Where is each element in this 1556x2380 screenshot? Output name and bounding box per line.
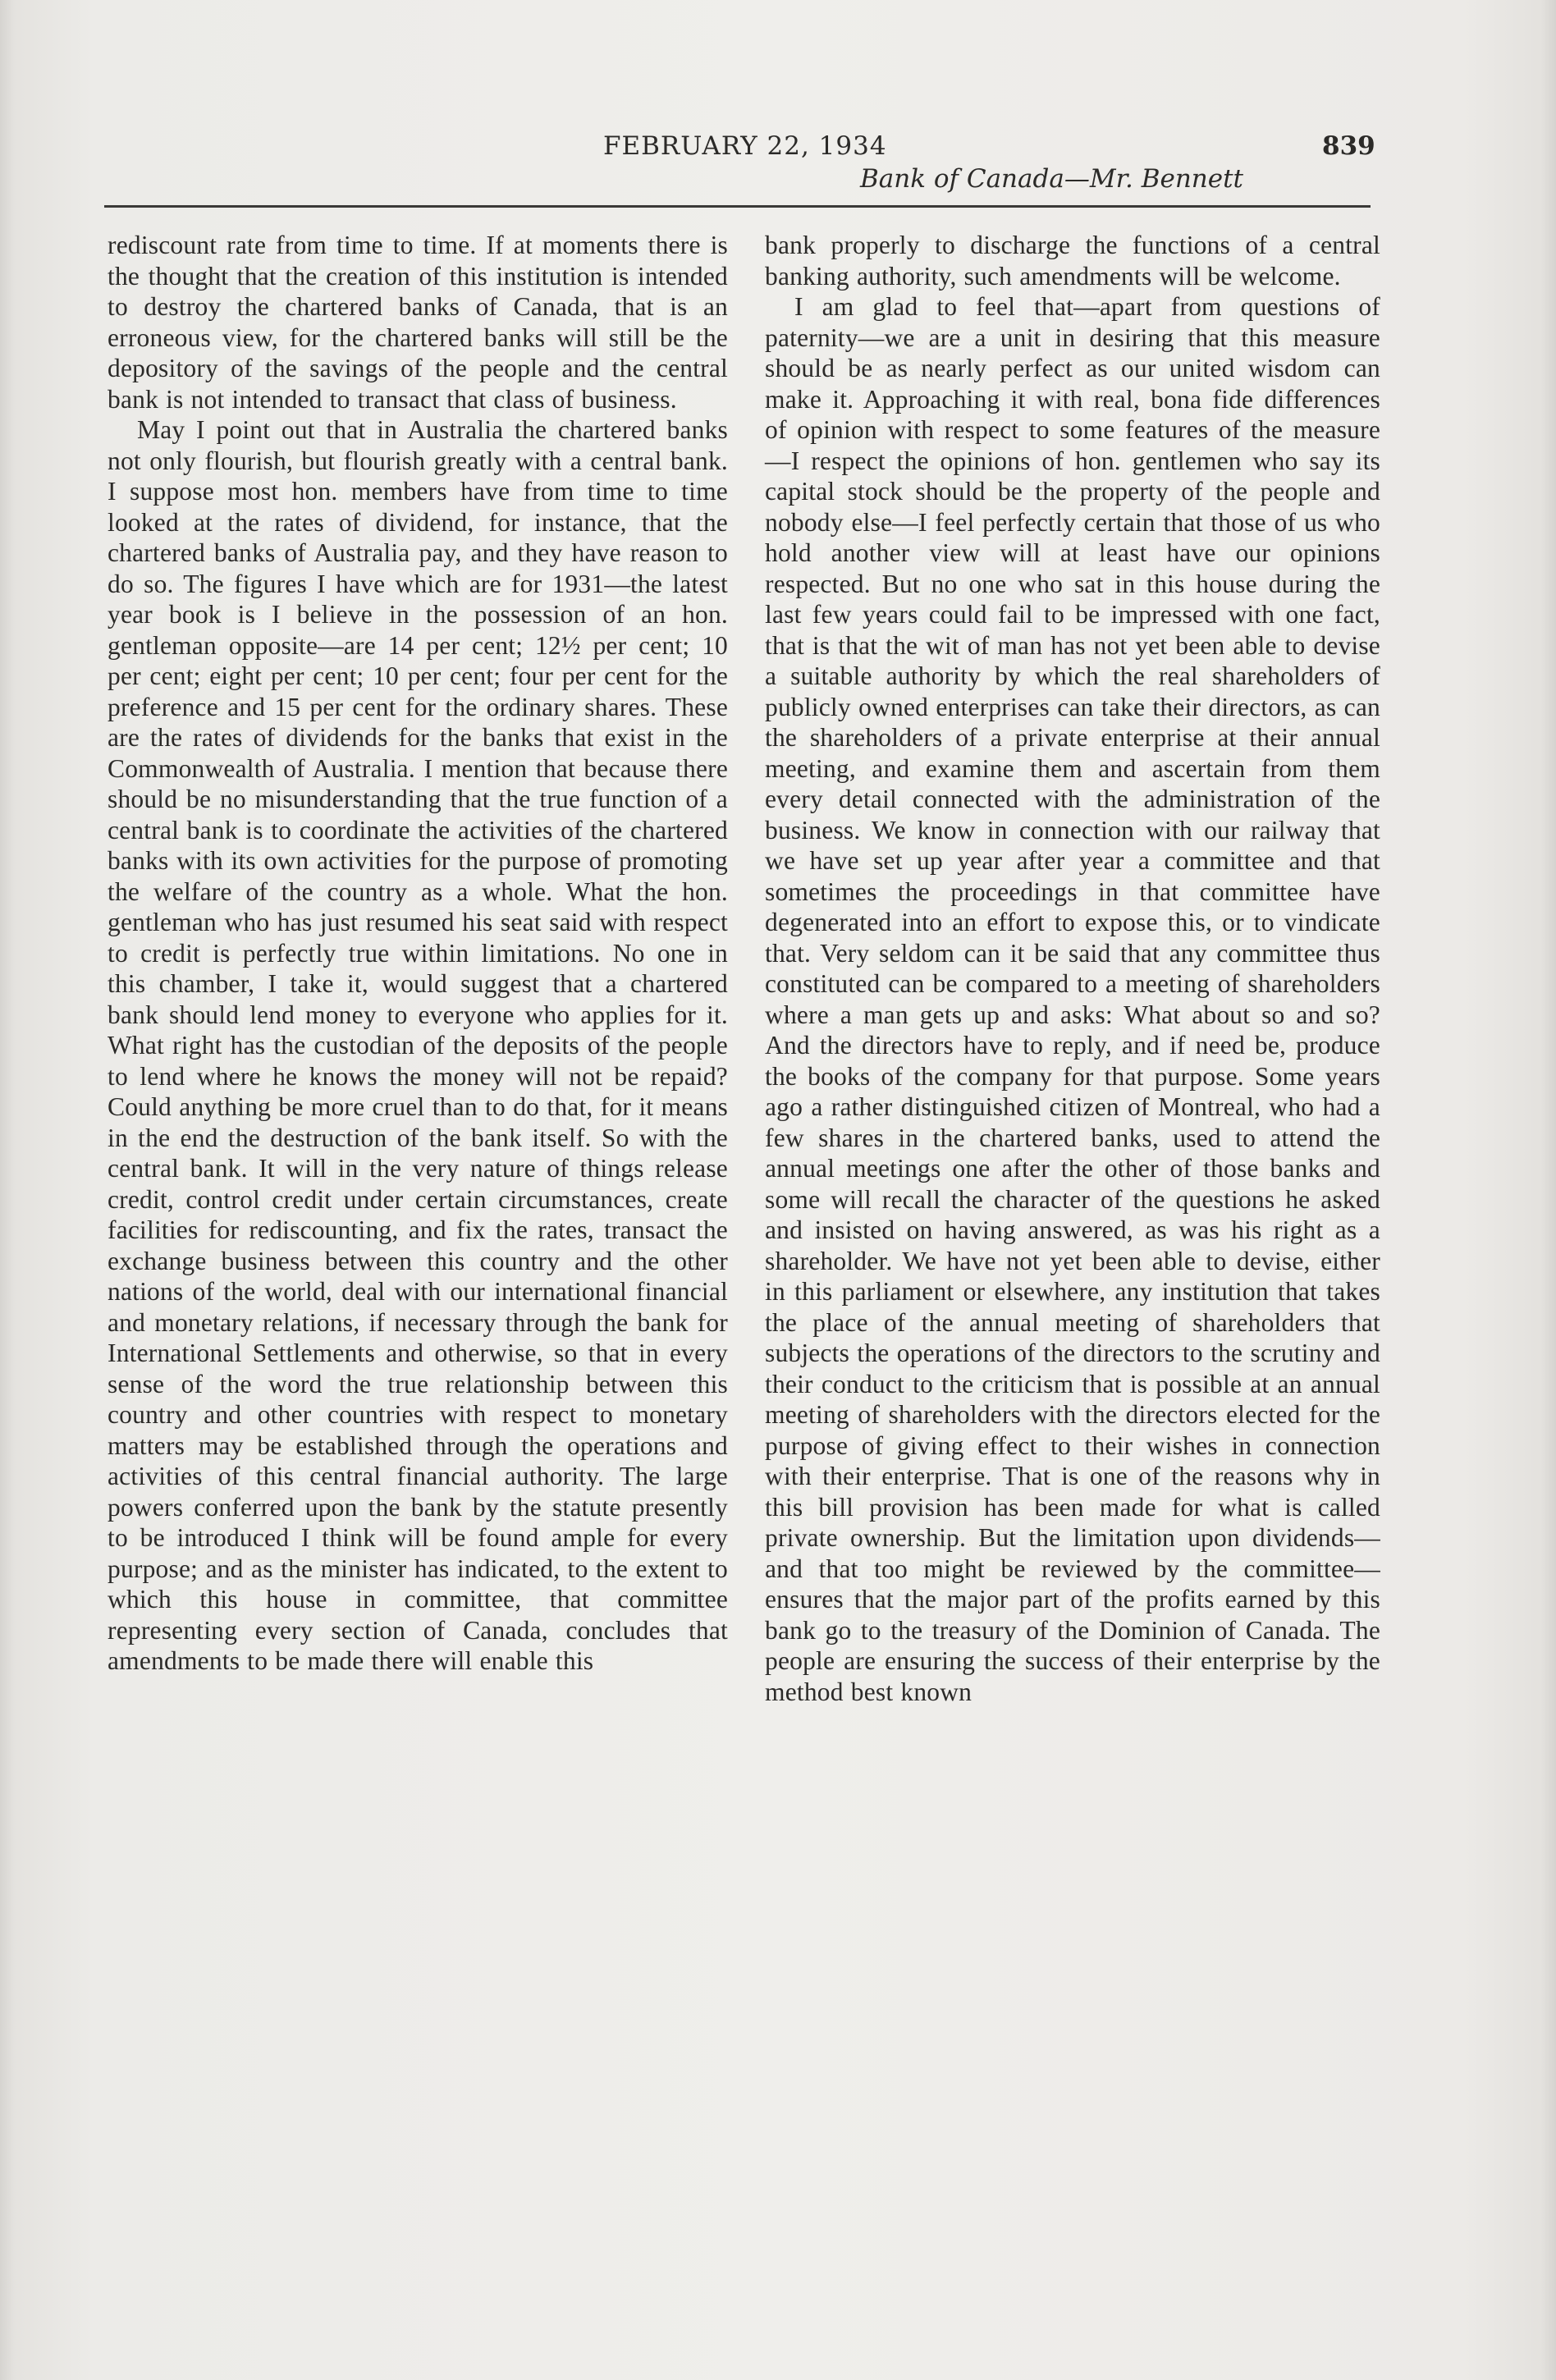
header-date: FEBRUARY 22, 1934 — [603, 131, 887, 161]
page-edge-shadow-left — [0, 0, 15, 2380]
left-paragraph-2: May I point out that in Australia the chartered banks not only flourish, but flourish greatly with a central bank. I suppose most hon. members have from time to time looked at the rates of dividend, for instance, that the chartered banks of Australia pay, and they have reason to do so. The figures I have which are for 1931—the latest year book is I believe in the possession of an hon. gentleman opposite—are 14 per cent; 12½ per cent; 10 per cent; eight per cent; 10 per cent; four per cent for the preference and 15 per cent for the ordinary shares. These are the rates of dividends for the banks that exist in the Commonwealth of Australia. I mention that because there should be no misunderstanding that the true function of a central bank is to coordinate the activities of the chartered banks with its own activities for the purpose of promoting the welfare of the country as a whole. What the hon. gentleman who has just resumed his seat said with respect to credit is perfectly true within limitations. No one in this chamber, I take it, would suggest that a chartered bank should lend money to everyone who applies for it. What right has the custodian of the deposits of the people to lend where he knows the money will not be repaid? Could anything be more cruel than to do that, for it means in the end the destruction of the bank itself. So with the central bank. It will in the very nature of things release credit, control credit under certain circumstances, create facilities for rediscounting, and fix the rates, transact the exchange business between this country and the other nations of the world, deal with our international financial and monetary relations, if necessary through the bank for International Settlements and otherwise, so that in every sense of the word the true relationship between this country and other countries with respect to monetary matters may be established through the operations and activities of this central financial authority. The large powers conferred upon the bank by the statute presently to be introduced I think will be found ample for every purpose; and as the minister has indicated, to the extent to which this house in committee, that committee representing every section of Canada, concludes that amendments to be made there will enable this — [108, 415, 728, 1675]
right-column — [765, 230, 1380, 1707]
left-paragraph-1: rediscount rate from time to time. If at moments there is the thought that the creation of this institution is intended to destroy the chartered banks of Canada, that is an erroneous view, for the chartered banks will still be the depository of the savings of the people and the central bank is not intended to transact that class of business. — [108, 231, 728, 414]
right-paragraph-2: I am glad to feel that—apart from questions of paternity—we are a unit in desiring that this measure should be as nearly perfect as our united wisdom can make it. Approaching it with real, bona fide differences of opinion with respect to some features of the measure—I respect the opinions of hon. gentlemen who say its capital stock should be the property of the people and nobody else—I feel perfectly certain that those of us who hold another view will at least have our opinions respected. But no one who sat in this house during the last few years could fail to be impressed with one fact, that is that the wit of man has not yet been able to devise a suitable authority by which the real shareholders of publicly owned enterprises can take their directors, as can the shareholders of a private enterprise at their annual meeting, and examine them and ascertain from them every detail connected with the administration of the business. We know in connection with our railway that we have set up year after year a committee and that sometimes the proceedings in that committee have degenerated into an effort to expose this, or to vindicate that. Very seldom can it be said that any committee thus constituted can be compared to a meeting of shareholders where a man gets up and asks: What about so and so? And the directors have to reply, and if need be, produce the books of the company for that purpose. Some years ago a rather distinguished citizen of Montreal, who had a few shares in the chartered banks, used to attend the annual meetings one after the other of those banks and some will recall the character of the questions he asked and insisted on having answered, as was his right as a shareholder. We have not yet been able to devise, either in this parliament or elsewhere, any institution that takes the place of the annual meeting of shareholders that subjects the operations of the directors to the scrutiny and their conduct to the criticism that is possible at an annual meeting of shareholders with the directors elected for the purpose of giving effect to their wishes in connection with their enterprise. That is one of the reasons why in this bill provision has been made for what is called private ownership. But the limitation upon dividends—and that too might be reviewed by the committee—ensures that the major part of the profits earned by this bank go to the treasury of the Dominion of Canada. The people are ensuring the success of their enterprise by the method best known — [765, 292, 1380, 1706]
right-paragraph-1: bank properly to discharge the functions of a central banking authority, such amendments will be welcome. — [765, 231, 1380, 291]
left-column — [108, 230, 728, 1677]
header-rule — [104, 205, 1371, 208]
header-subject: Bank of Canada—Mr. Bennett — [860, 164, 1244, 194]
page-edge-shadow-right — [1541, 0, 1556, 2380]
page-number: 839 — [1322, 131, 1375, 161]
